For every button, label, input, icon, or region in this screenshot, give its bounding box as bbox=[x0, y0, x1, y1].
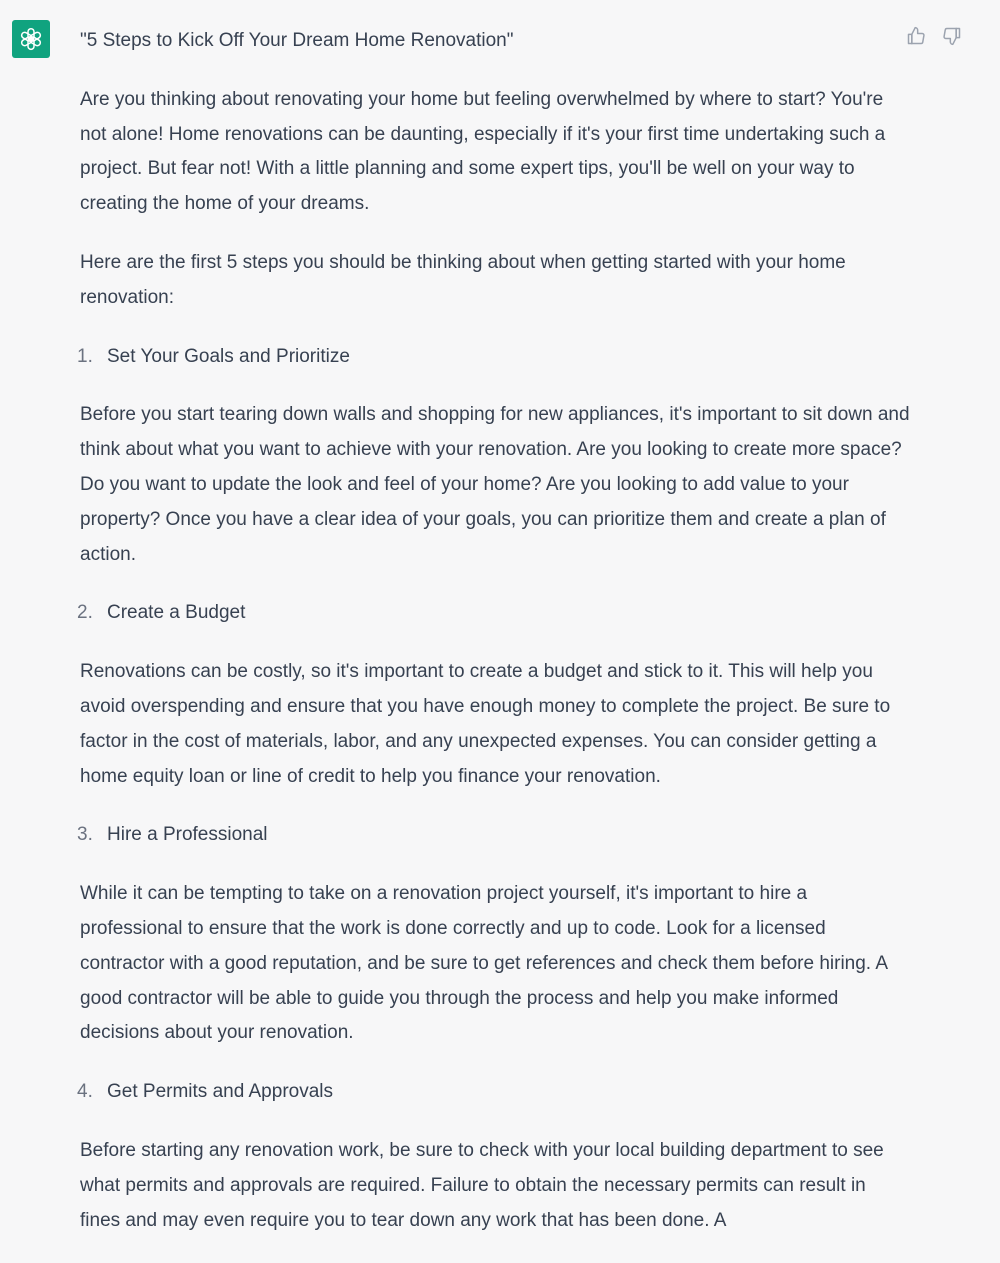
feedback-actions bbox=[905, 24, 962, 48]
step-body: While it can be tempting to take on a renovation project yourself, it's important to hire a professional to ensure that the work is done correctly and up to code. Look for a licensed contractor with a good reputation, and be sure to get references and check them before hiring. A good contractor will be able to guide you through the process and help you make informed decisions about your renovation. bbox=[80, 883, 887, 1044]
lead-in-paragraph: Here are the first 5 steps you should be thinking about when getting started with your home renovation: bbox=[80, 251, 846, 308]
thumbs-down-button[interactable] bbox=[941, 24, 962, 48]
openai-logo-icon bbox=[16, 24, 46, 54]
step-heading bbox=[77, 596, 910, 631]
step-heading-text: Get Permits and Approvals bbox=[107, 1081, 333, 1103]
assistant-avatar bbox=[12, 20, 50, 58]
step-heading-text: Create a Budget bbox=[107, 602, 246, 624]
step-heading bbox=[77, 818, 910, 853]
response-content bbox=[77, 24, 910, 1262]
step-number: 2. bbox=[77, 602, 93, 624]
step-number: 1. bbox=[77, 345, 93, 367]
step-heading bbox=[77, 340, 910, 375]
step-heading bbox=[77, 1075, 910, 1110]
step-number: 4. bbox=[77, 1081, 93, 1103]
step-body: Renovations can be costly, so it's important to create a budget and stick to it. This will help you avoid overspending and ensure that you have enough money to complete the project. Be sure to factor in the cost of materials, labor, and any unexpected expenses. You can consider getting a home equity loan or line of credit to help you finance your renovation. bbox=[80, 661, 891, 787]
step-number: 3. bbox=[77, 824, 93, 846]
step-body: Before starting any renovation work, be sure to check with your local building department to see what permits and approvals are required. Failure to obtain the necessary permits can result in fines and may even require you to tear down any work that has been done. A bbox=[80, 1139, 884, 1231]
thumbs-down-icon bbox=[942, 26, 962, 46]
step-heading-text: Set Your Goals and Prioritize bbox=[107, 345, 350, 367]
step-heading-text: Hire a Professional bbox=[107, 824, 268, 846]
step-body: Before you start tearing down walls and shopping for new appliances, it's important to sit down and think about what you want to achieve with your renovation. Are you looking to create more space? Do you want to update the look and feel of your home? Are you looking to add value to your property? Once you have a clear idea of your goals, you can prioritize them and create a plan of action. bbox=[80, 404, 910, 565]
intro-paragraph: Are you thinking about renovating your home but feeling overwhelmed by where to start? You're not alone! Home renovations can be daunting, especially if it's your first time undertaking such a project. But fear not! With a little planning and some expert tips, you'll be well on your way to creating the home of your dreams. bbox=[80, 88, 886, 215]
response-title: "5 Steps to Kick Off Your Dream Home Renovation" bbox=[80, 30, 514, 51]
